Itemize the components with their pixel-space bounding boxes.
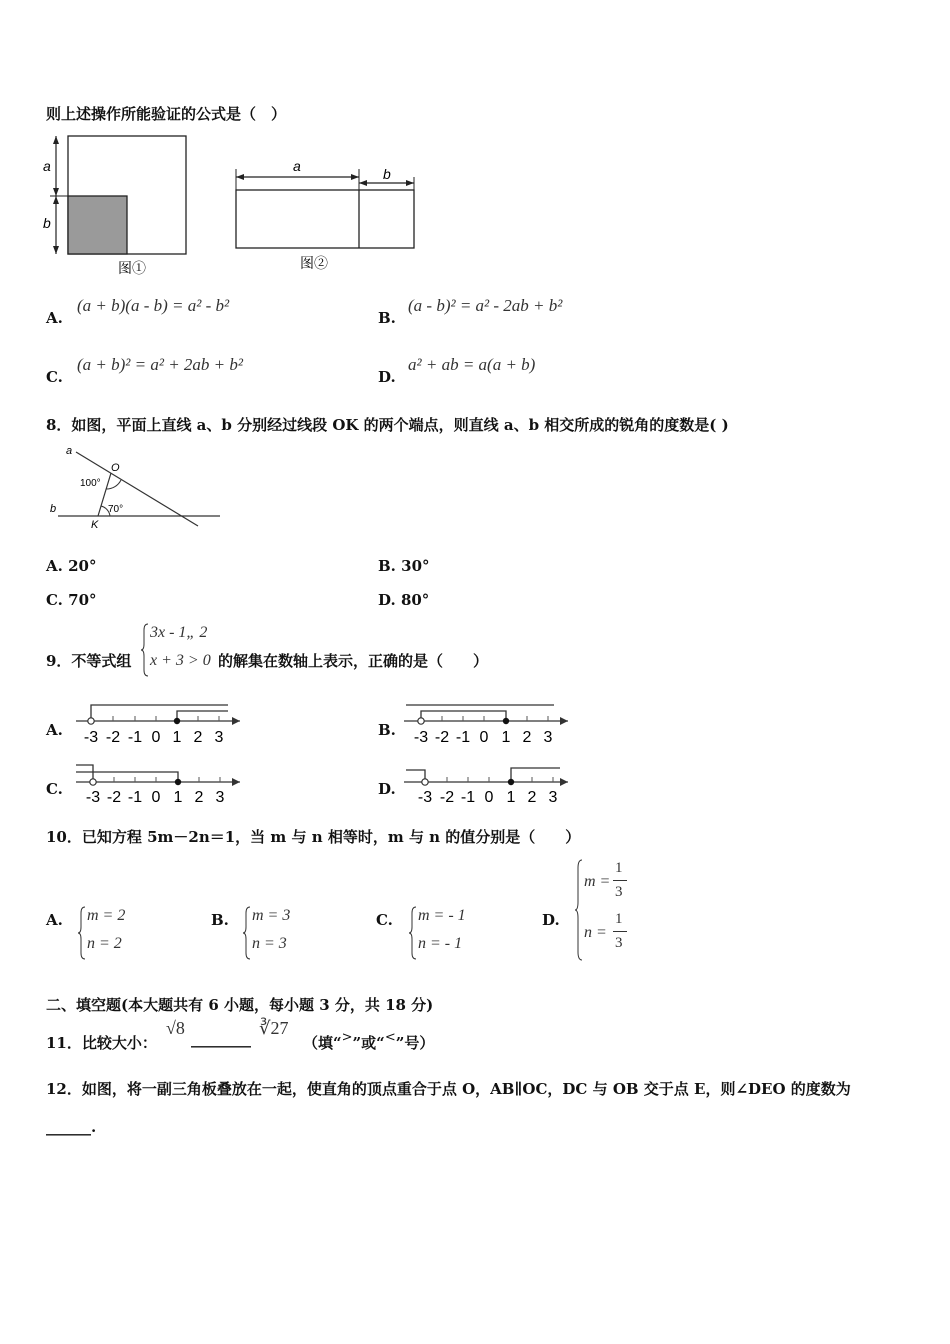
- q10-b-line1: m = 3: [252, 907, 291, 924]
- q9-numberline-a: [72, 700, 244, 750]
- q9-option-d-letter[interactable]: D.: [378, 780, 396, 798]
- q9-option-b-letter[interactable]: B.: [378, 721, 396, 739]
- q8-option-d[interactable]: D. 80°: [378, 591, 430, 609]
- fig1-label-a: a: [43, 158, 51, 174]
- q7-option-d-formula: a² + ab = a(a + b): [408, 355, 536, 374]
- q12-blank[interactable]: ______.: [46, 1118, 97, 1136]
- fig2-caption: 图②: [300, 255, 328, 271]
- svg-text:-2: -2: [106, 789, 122, 806]
- svg-text:-3: -3: [413, 729, 429, 746]
- svg-text:0: 0: [151, 789, 161, 806]
- q11-right: ∛27: [259, 1018, 289, 1038]
- q10-a-line1: m = 2: [87, 907, 126, 924]
- svg-text:1: 1: [501, 729, 511, 746]
- q7-option-a-letter[interactable]: A.: [46, 309, 63, 327]
- fig2-label-a: a: [293, 158, 301, 174]
- q10-b-line2: n = 3: [252, 935, 287, 952]
- q7-option-d-letter[interactable]: D.: [378, 368, 396, 386]
- q10-option-c-letter[interactable]: C.: [376, 911, 393, 929]
- q8-label-o: O: [111, 462, 120, 474]
- figure-1: [40, 128, 200, 278]
- q9-numberline-b: [400, 700, 572, 750]
- q7-option-b-letter[interactable]: B.: [378, 309, 396, 327]
- q9-numberline-d: [400, 758, 572, 808]
- svg-text:0: 0: [484, 789, 494, 806]
- q8-label-b: b: [50, 503, 57, 515]
- svg-text:2: 2: [193, 729, 203, 746]
- q10-d-num1: 1: [615, 860, 623, 876]
- q10-d-den2: 3: [615, 935, 623, 951]
- svg-text:-1: -1: [127, 729, 143, 746]
- fig1-label-b: b: [43, 215, 51, 231]
- q10-option-b-letter[interactable]: B.: [211, 911, 229, 929]
- q9-brace: [140, 622, 150, 678]
- q10-option-d-letter[interactable]: D.: [542, 911, 560, 929]
- q9-line1: 3x - 1„ 2: [150, 624, 208, 641]
- q8-option-a[interactable]: A. 20°: [46, 557, 97, 575]
- small-square: [68, 196, 127, 254]
- svg-text:1: 1: [506, 789, 516, 806]
- q9-suffix: 的解集在数轴上表示，正确的是（ ）: [218, 652, 489, 670]
- svg-text:-1: -1: [455, 729, 471, 746]
- q7-option-c-letter[interactable]: C.: [46, 368, 63, 386]
- q8-option-c[interactable]: C. 70°: [46, 591, 97, 609]
- svg-text:0: 0: [151, 729, 161, 746]
- q7-option-c-formula: (a + b)² = a² + 2ab + b²: [77, 355, 243, 374]
- q10-d-den1: 3: [615, 884, 623, 900]
- svg-text:1: 1: [173, 789, 183, 806]
- q11-text: 11．比较大小：: [46, 1034, 157, 1052]
- svg-text:3: 3: [215, 789, 225, 806]
- q9-option-a-letter[interactable]: A.: [46, 721, 63, 739]
- svg-text:3: 3: [214, 729, 224, 746]
- svg-text:-2: -2: [434, 729, 450, 746]
- q7-intro: 则上述操作所能验证的公式是（ ）: [46, 105, 287, 123]
- q10-c-line1: m = - 1: [418, 907, 466, 924]
- fig2-label-b: b: [383, 166, 391, 182]
- svg-text:-1: -1: [127, 789, 143, 806]
- svg-text:1: 1: [172, 729, 182, 746]
- q10-c-line2: n = - 1: [418, 935, 463, 952]
- q9-numberline-c: [72, 758, 244, 808]
- svg-text:3: 3: [543, 729, 553, 746]
- svg-text:2: 2: [522, 729, 532, 746]
- q7-option-b-formula: (a - b)² = a² - 2ab + b²: [408, 296, 563, 315]
- q8-label-a: a: [66, 445, 73, 457]
- svg-text:-1: -1: [460, 789, 476, 806]
- q8-label-k: K: [91, 519, 99, 531]
- svg-text:-3: -3: [83, 729, 99, 746]
- q10-text: 10．已知方程 5m－2n＝1，当 m 与 n 相等时，m 与 n 的值分别是（ ）: [46, 828, 581, 846]
- section-2-title: 二、填空题(本大题共有 6 小题，每小题 3 分，共 18 分): [46, 996, 434, 1014]
- q10-a-line2: n = 2: [87, 935, 122, 952]
- q9-option-c-letter[interactable]: C.: [46, 780, 63, 798]
- q10-d-line2: n =: [584, 924, 607, 941]
- q11-blank[interactable]: ________: [191, 1030, 251, 1048]
- q9-line2: x + 3 > 0: [150, 652, 211, 669]
- rectangle: [236, 190, 414, 248]
- q7-option-a-formula: (a + b)(a - b) = a² - b²: [77, 296, 230, 315]
- q8-option-b[interactable]: B. 30°: [378, 557, 430, 575]
- q10-d-line1: m =: [584, 873, 611, 890]
- svg-text:2: 2: [194, 789, 204, 806]
- svg-text:-3: -3: [417, 789, 433, 806]
- svg-text:3: 3: [548, 789, 558, 806]
- svg-text:-2: -2: [105, 729, 121, 746]
- q9-prefix: 9．不等式组: [46, 652, 132, 670]
- svg-text:-3: -3: [85, 789, 101, 806]
- q10-d-num2: 1: [615, 911, 623, 927]
- svg-text:-2: -2: [439, 789, 455, 806]
- figure-2: [228, 155, 423, 275]
- q10-option-a-letter[interactable]: A.: [46, 911, 63, 929]
- fig1-caption: 图①: [118, 260, 146, 276]
- svg-text:0: 0: [479, 729, 489, 746]
- q11-left: √8: [166, 1018, 185, 1038]
- q8-angle-100: 100°: [80, 478, 101, 489]
- q12-text: 12．如图，将一副三角板叠放在一起，使直角的顶点重合于点 O，AB∥OC，DC 与 OB 交于点 E，则∠DEO 的度数为: [46, 1080, 851, 1098]
- svg-text:2: 2: [527, 789, 537, 806]
- q8-figure: [48, 442, 228, 532]
- q8-text: 8．如图，平面上直线 a、b 分别经过线段 OK 的两个端点，则直线 a、b 相交所成的锐角的度数是( ): [46, 416, 729, 434]
- q11-hint: （填“>”或“<”号）: [303, 1030, 435, 1052]
- q8-angle-70: 70°: [108, 504, 124, 515]
